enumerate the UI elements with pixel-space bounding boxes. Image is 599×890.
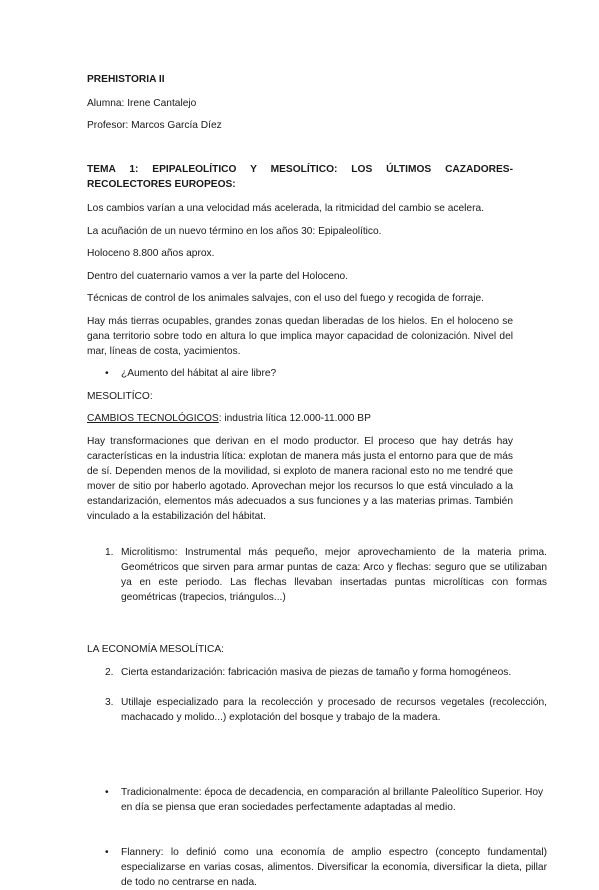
section-heading: MESOLITÍCO: (87, 391, 153, 402)
subsection-line (87, 411, 513, 426)
professor-line: Profesor: Marcos García Díez (87, 120, 222, 131)
list-item (87, 785, 547, 815)
course-title: PREHISTORIA II (87, 74, 165, 85)
numbered-item (87, 545, 547, 605)
list-item-text: Flannery: lo definió como una economía de amplio espectro (concepto fundamental) especializarse en varias cosas, alimentos. Diversificar la economía, diversificar la dieta, pillar de todo no centrarse en nada. (121, 847, 547, 888)
topic-heading: TEMA 1: EPIPALEOLÍTICO Y MESOLÍTICO: LOS ÚLTIMOS CAZADORES-RECOLECTORES EUROPEOS: (87, 164, 513, 190)
subsection-heading: CAMBIOS TECNOLÓGICOS (87, 413, 219, 424)
item-text: Microlitismo: Instrumental más pequeño, mejor aprovechamiento de la materia prima. Geométricos que sirven para armar puntas de caza: Arco y flechas: seguro que se utilizaban ya en este periodo. Las flechas llevaban insertadas puntas microlíticas con formas geométricas (trapecios, triángulos...) (121, 547, 547, 603)
item-number: 2. (105, 667, 114, 678)
bullet-icon: • (105, 368, 109, 379)
paragraph: Los cambios varían a una velocidad más acelerada, la ritmicidad del cambio se acelera. (87, 203, 484, 214)
item-number: 1. (105, 547, 114, 558)
numbered-item (87, 695, 547, 725)
paragraph: Hay más tierras ocupables, grandes zonas quedan liberadas de los hielos. En el holoceno se gana territorio sobre todo en altura lo que implica mayor capacidad de colonización. Nivel del mar, líneas de costa, yacimientos. (87, 316, 513, 357)
list-item-text: ¿Aumento del hábitat al aire libre? (121, 368, 277, 379)
paragraph: Técnicas de control de los animales salvajes, con el uso del fuego y recogida de forraje. (87, 293, 484, 304)
paragraph: Dentro del cuaternario vamos a ver la parte del Holoceno. (87, 271, 349, 282)
paragraph: Hay transformaciones que derivan en el modo productor. El proceso que hay detrás hay características en la industria lítica: explotan de manera más justa el entorno para que de más de sí. Dependen menos de la movilidad, si exploto de manera racional esto no me tendré que mover de sitio por haberlo agotado. Aprovechan mejor los recursos lo que está vinculado a la estandarización, elementos más adecuados a sus funciones y a las materias primas. También vinculado a la estabilización del hábitat. (87, 436, 513, 522)
paragraph: La acuñación de un nuevo término en los años 30: Epipaleolítico. (87, 226, 382, 237)
item-text: Utillaje especializado para la recolección y procesado de recursos vegetales (recolección, machacado y molido...) explotación del bosque y trabajo de la madera. (121, 697, 547, 723)
paragraph: Holoceno 8.800 años aprox. (87, 248, 215, 259)
student-line: Alumna: Irene Cantalejo (87, 98, 197, 109)
bullet-icon: • (105, 787, 109, 798)
list-item (87, 366, 547, 381)
subsection-text: : industria lítica 12.000-11.000 BP (218, 413, 371, 424)
section-heading: LA ECONOMÍA MESOLÍTICA: (87, 644, 224, 655)
list-item (87, 845, 547, 890)
bullet-icon: • (105, 847, 109, 858)
item-text: Cierta estandarización: fabricación masiva de piezas de tamaño y forma homogéneos. (121, 667, 512, 678)
item-number: 3. (105, 697, 114, 708)
list-item-text: Tradicionalmente: época de decadencia, en comparación al brillante Paleolítico Superior. Hoy en día se piensa que eran sociedades perfectamente adaptadas al medio. (121, 787, 544, 813)
numbered-item (87, 665, 547, 680)
